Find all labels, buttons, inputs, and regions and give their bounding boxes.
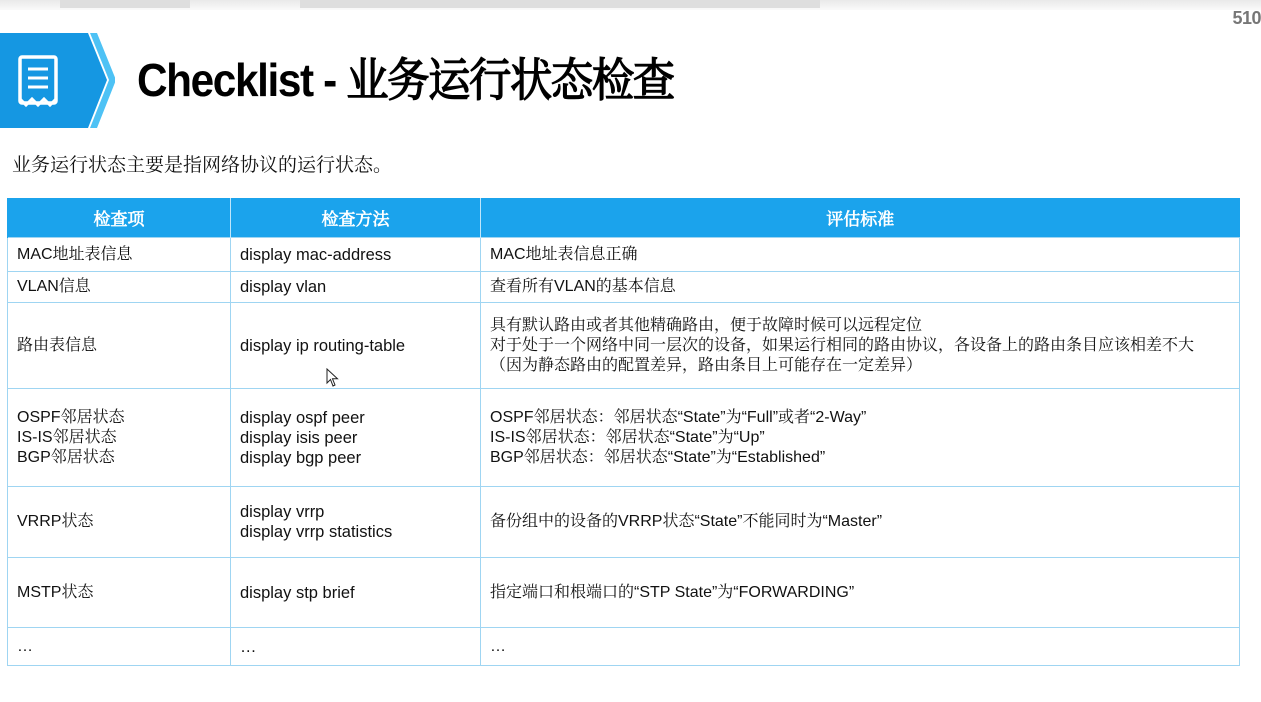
criteria-cell — [481, 272, 1240, 303]
item-cell — [8, 238, 231, 272]
top-strip — [0, 0, 1261, 10]
item-cell — [8, 272, 231, 303]
method-cell — [231, 628, 481, 666]
item-text: MAC地址表信息 — [17, 245, 133, 263]
method-text: display ip routing-table — [240, 336, 406, 355]
criteria-text: 备份组中的设备的VRRP状态“State”不能同时为“Master” — [490, 513, 883, 530]
receipt-icon — [0, 33, 115, 128]
item-text: IS-IS邻居状态 — [17, 428, 117, 446]
method-text: display vlan — [240, 278, 327, 296]
method-text: display mac-address — [240, 245, 392, 264]
item-cell — [8, 487, 231, 558]
method-cell — [231, 238, 481, 272]
criteria-cell — [481, 238, 1240, 272]
criteria-text: BGP邻居状态：邻居状态“State”为“Established” — [490, 448, 826, 466]
criteria-cell — [481, 558, 1240, 628]
table-row — [8, 238, 1240, 272]
method-cell — [231, 487, 481, 558]
table-row — [8, 628, 1240, 666]
criteria-cell — [481, 303, 1240, 389]
table-row — [8, 272, 1240, 303]
item-text: VRRP状态 — [17, 513, 94, 530]
table-header-row — [8, 198, 1240, 238]
page-title: Checklist - 业务运行状态检查 — [137, 54, 674, 106]
criteria-text: MAC地址表信息正确 — [490, 245, 638, 263]
item-text: OSPF邻居状态 — [17, 408, 125, 426]
criteria-text: … — [490, 637, 506, 655]
criteria-text: 对于处于一个网络中同一层次的设备，如果运行相同的路由协议，各设备上的路由条目应该相差不大 — [490, 336, 1195, 354]
criteria-text: IS-IS邻居状态：邻居状态“State”为“Up” — [490, 428, 765, 446]
table-row — [8, 303, 1240, 389]
criteria-text: 具有默认路由或者其他精确路由，便于故障时候可以远程定位 — [490, 316, 923, 334]
method-text: display bgp peer — [240, 448, 362, 467]
item-text: … — [17, 637, 33, 655]
method-cell — [231, 389, 481, 487]
page-number: 510 — [1232, 8, 1261, 28]
method-text: display vrrp — [240, 503, 325, 521]
column-header-criteria: 评估标准 — [481, 198, 1240, 238]
criteria-text: 查看所有VLAN的基本信息 — [490, 278, 676, 295]
top-strip-segment — [60, 0, 190, 8]
criteria-cell — [481, 487, 1240, 558]
item-text: VLAN信息 — [17, 278, 91, 295]
page-subtitle: 业务运行状态主要是指网络协议的运行状态。 — [12, 154, 393, 176]
top-strip-segment — [300, 0, 820, 8]
mouse-cursor-icon — [326, 368, 340, 392]
method-cell — [231, 558, 481, 628]
item-cell — [8, 558, 231, 628]
item-text: 路由表信息 — [17, 336, 98, 354]
item-text: MSTP状态 — [17, 583, 94, 601]
column-header-item: 检查项 — [8, 198, 231, 238]
criteria-cell — [481, 389, 1240, 487]
table-row — [8, 389, 1240, 487]
criteria-text: （因为静态路由的配置差异，路由条目上可能存在一定差异） — [490, 356, 923, 374]
item-cell — [8, 389, 231, 487]
criteria-text: 指定端口和根端口的“STP State”为“FORWARDING” — [490, 583, 855, 601]
title-banner — [0, 33, 115, 128]
criteria-text: OSPF邻居状态：邻居状态“State”为“Full”或者“2-Way” — [490, 408, 867, 426]
method-text: … — [240, 637, 257, 656]
method-text: display isis peer — [240, 428, 358, 447]
criteria-cell — [481, 628, 1240, 666]
method-cell — [231, 303, 481, 389]
method-text: display vrrp statistics — [240, 523, 393, 541]
method-cell — [231, 272, 481, 303]
item-text: BGP邻居状态 — [17, 448, 115, 466]
item-cell — [8, 303, 231, 389]
column-header-method: 检查方法 — [231, 198, 481, 238]
table-row — [8, 487, 1240, 558]
table-row — [8, 558, 1240, 628]
checklist-table — [7, 198, 1240, 666]
item-cell — [8, 628, 231, 666]
method-text: display ospf peer — [240, 408, 365, 427]
method-text: display stp brief — [240, 583, 355, 602]
